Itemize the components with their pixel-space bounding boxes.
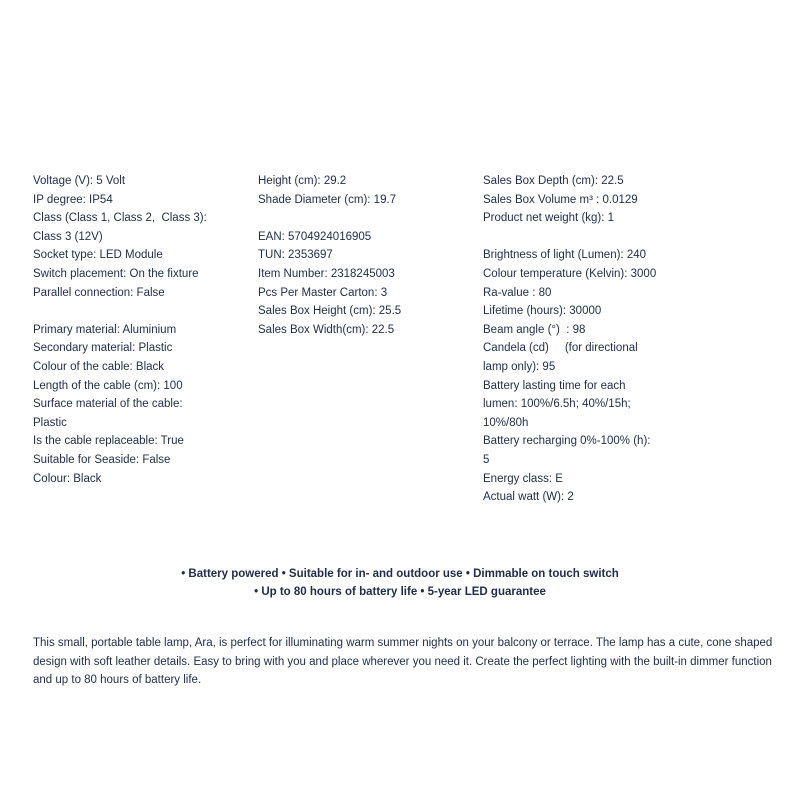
spec-line: Pcs Per Master Carton: 3 — [258, 286, 388, 299]
spec-line: Class 3 (12V) — [33, 230, 103, 243]
spec-line: Secondary material: Plastic — [33, 342, 173, 355]
spec-line: Lifetime (hours): 30000 — [483, 305, 602, 318]
spec-line: 5 — [483, 453, 490, 466]
spacer — [33, 302, 248, 321]
spec-line: Actual watt (W): 2 — [483, 491, 574, 504]
spec-line: Suitable for Seaside: False — [33, 453, 171, 466]
spec-line: Sales Box Width(cm): 22.5 — [258, 323, 395, 336]
product-description: This small, portable table lamp, Ara, is perfect for illuminating warm summer nights on your balcony or terrace. The lamp has a cute, cone shaped design with soft leather details. Easy to bring with you and place wherever you need it. Create the perfect lighting with the built-in dimmer function and up to 80 hours of battery life. — [33, 637, 773, 687]
spec-line: Length of the cable (cm): 100 — [33, 379, 183, 392]
spec-line: Sales Box Volume m³ : 0.0129 — [483, 193, 638, 206]
spec-line: Item Number: 2318245003 — [258, 267, 395, 280]
spec-line: Colour of the cable: Black — [33, 360, 165, 373]
spec-line: Energy class: E — [483, 472, 563, 485]
spec-line: Parallel connection: False — [33, 286, 165, 299]
spec-line: Colour temperature (Kelvin): 3000 — [483, 267, 657, 280]
spec-line: Brightness of light (Lumen): 240 — [483, 249, 647, 262]
spec-line: lumen: 100%/6.5h; 40%/15h; — [483, 398, 631, 411]
spec-line: IP degree: IP54 — [33, 193, 113, 206]
spec-line: Height (cm): 29.2 — [258, 175, 347, 187]
spec-line: Voltage (V): 5 Volt — [33, 175, 126, 187]
specs-column-box-light — [483, 172, 698, 507]
spacer — [258, 209, 473, 228]
spec-line: Shade Diameter (cm): 19.7 — [258, 193, 397, 206]
spec-line: EAN: 5704924016905 — [258, 230, 372, 243]
spacer — [483, 228, 698, 247]
spec-line: Surface material of the cable: — [33, 398, 183, 411]
spec-line: Colour: Black — [33, 472, 102, 485]
feature-highlights-row-2: • Up to 80 hours of battery life • 5-year LED guarantee — [254, 586, 546, 598]
spec-line: Primary material: Aluminium — [33, 323, 177, 336]
spec-line: lamp only): 95 — [483, 360, 556, 373]
spec-line: Is the cable replaceable: True — [33, 435, 184, 448]
spec-line: Class (Class 1, Class 2, Class 3): — [33, 212, 207, 225]
spec-line: Battery lasting time for each — [483, 379, 626, 392]
spec-line: Socket type: LED Module — [33, 249, 163, 262]
spec-line: Sales Box Depth (cm): 22.5 — [483, 175, 624, 187]
spec-line: Product net weight (kg): 1 — [483, 212, 615, 225]
spec-line: Candela (cd) (for directional — [483, 342, 638, 355]
spec-line: Beam angle (°) : 98 — [483, 323, 586, 336]
specs-column-dimensions-logistics — [258, 172, 473, 339]
spec-line: Switch placement: On the fixture — [33, 267, 199, 280]
spec-line: Sales Box Height (cm): 25.5 — [258, 305, 402, 318]
spec-line: Battery recharging 0%-100% (h): — [483, 435, 651, 448]
spec-line: TUN: 2353697 — [258, 249, 333, 262]
specs-column-electrical-material — [33, 172, 248, 488]
feature-highlights-row-1: • Battery powered • Suitable for in- and outdoor use • Dimmable on touch switch — [181, 568, 619, 580]
spec-line: Ra-value : 80 — [483, 286, 552, 299]
spec-line: Plastic — [33, 416, 67, 429]
spec-line: 10%/80h — [483, 416, 529, 429]
